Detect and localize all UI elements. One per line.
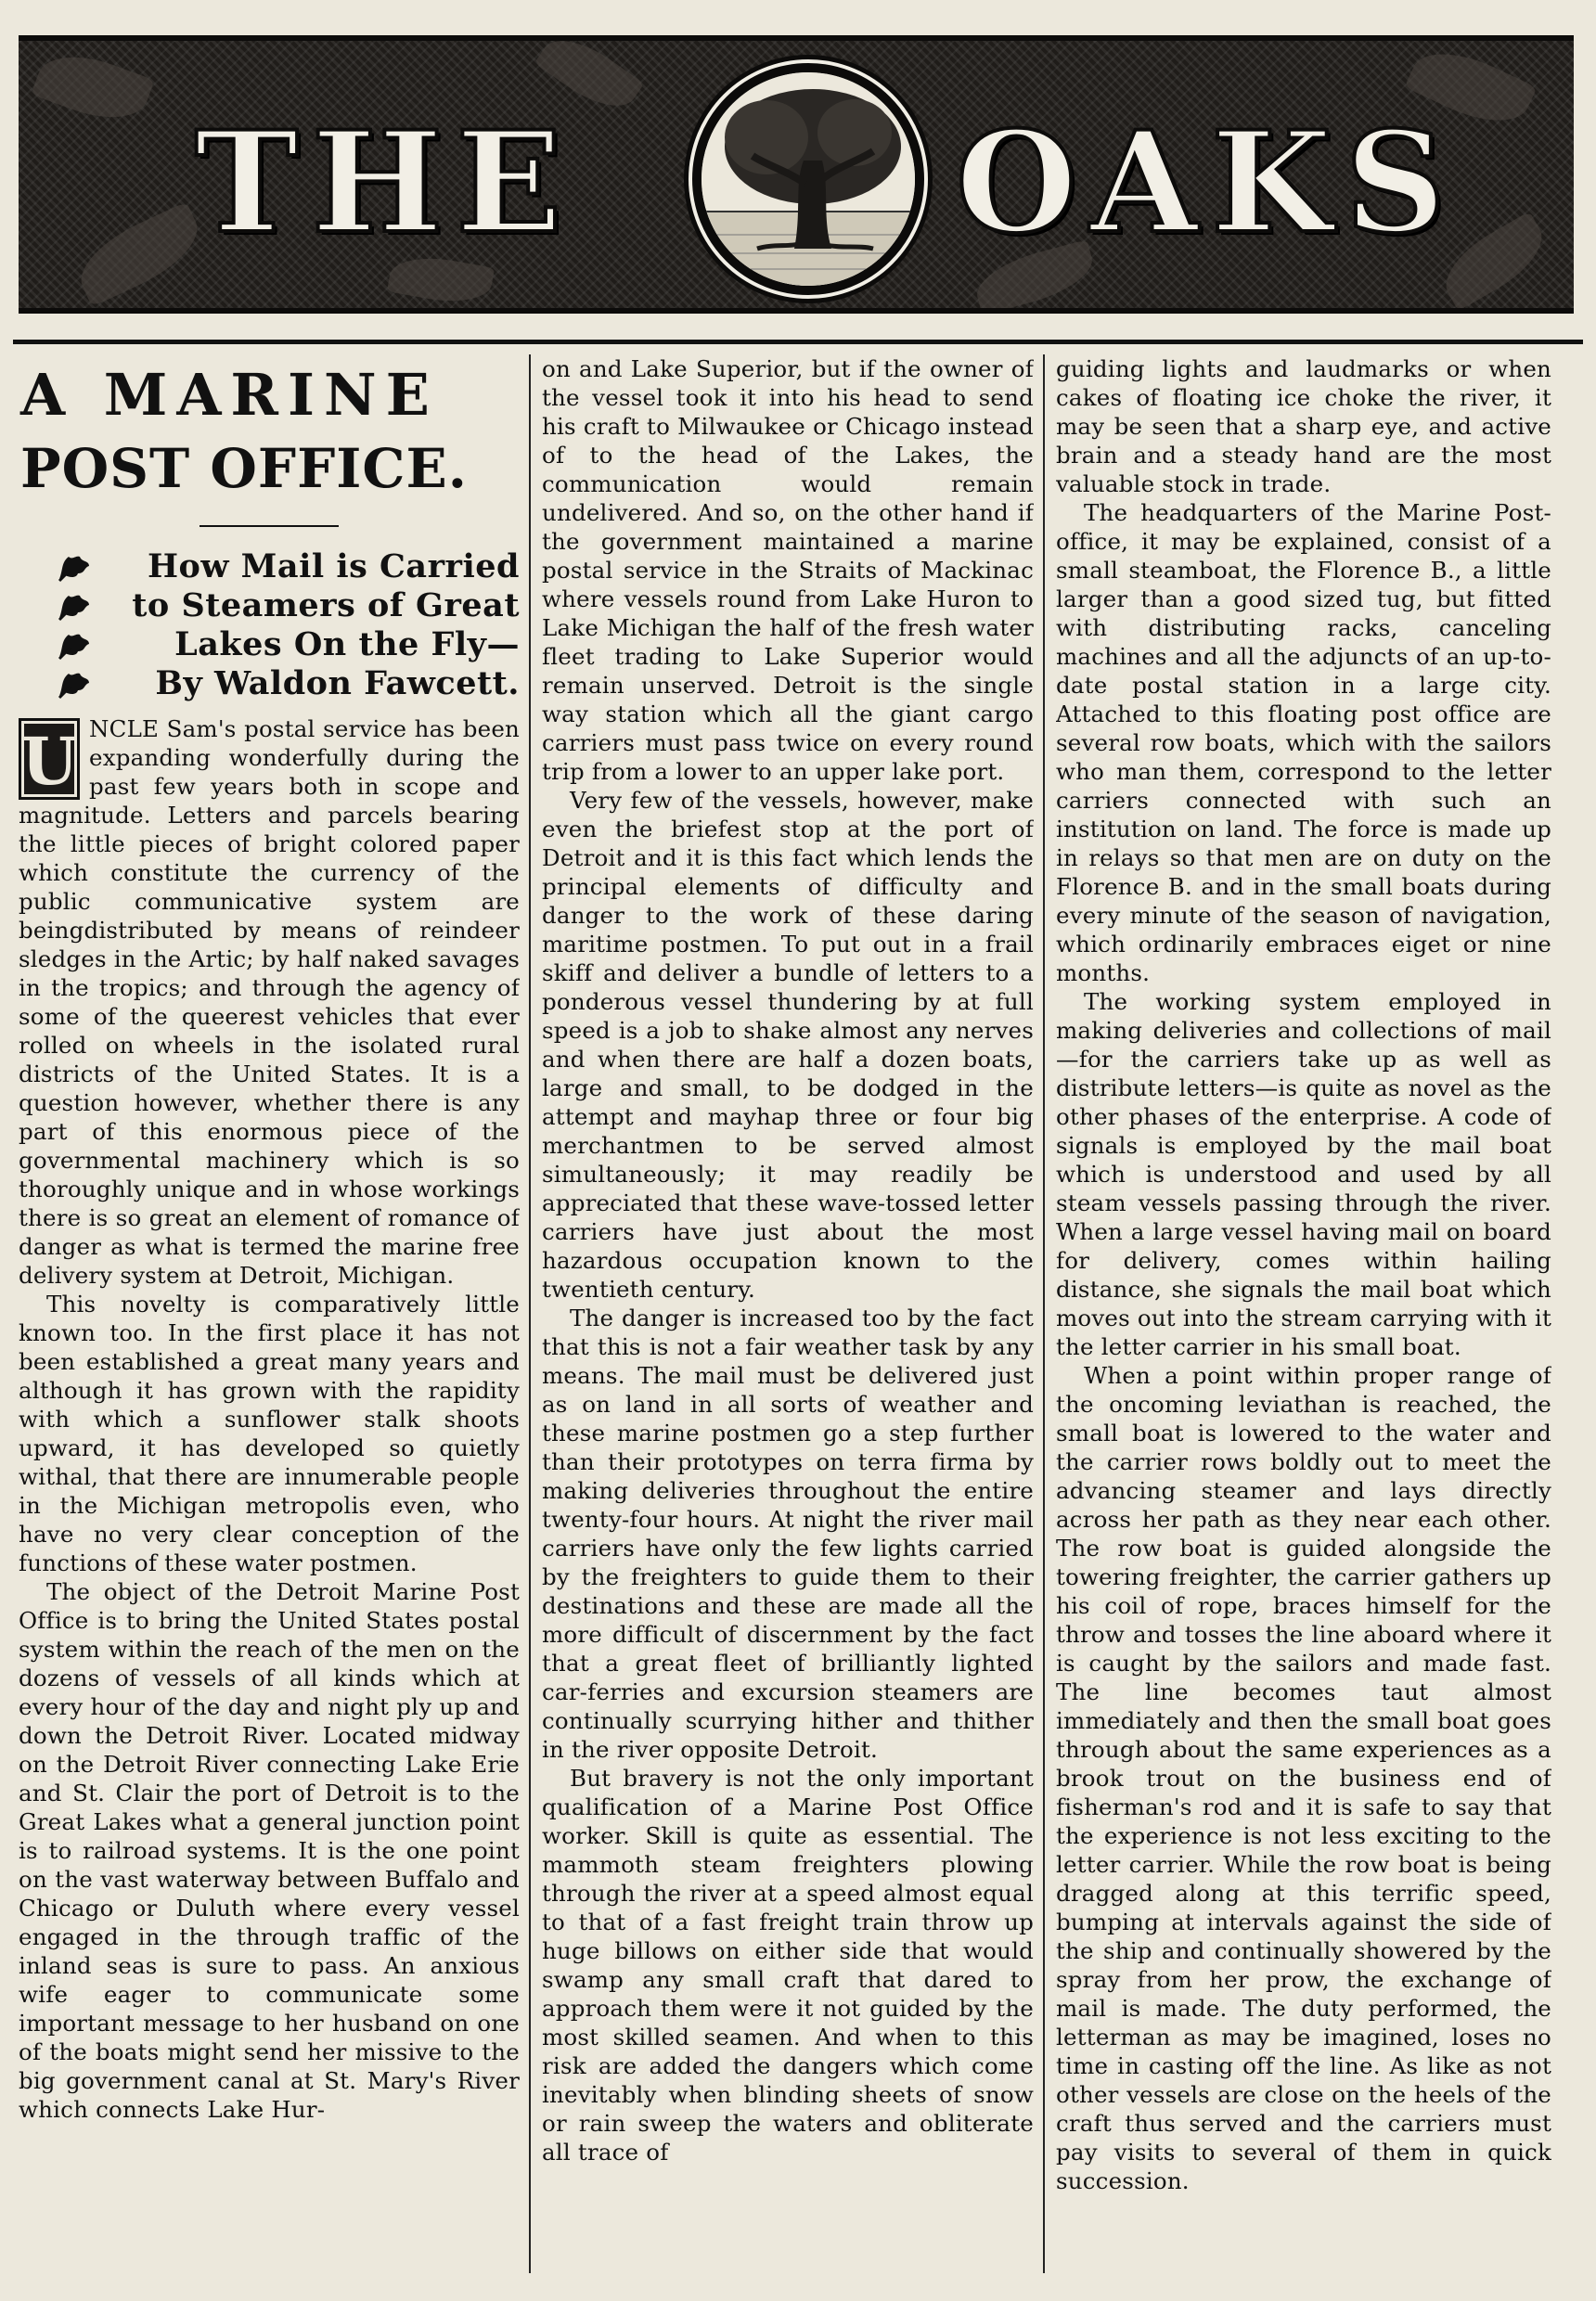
deck-line: How Mail is Carried [19, 547, 520, 586]
paragraph: The headquarters of the Marine Post-office, it may be explained, consist of a small steamboat, the Florence B., a little larger than a good sized tug, but fitted with distributing racks, canceling machines and all the adjuncts of an up-to-date postal station in a large city. Attached to this floating post office are several row boats, which with the sailors who man them, correspond to the letter carriers connected with such an institution on land. The force is made up in relays so that men are on duty on the Florence B. and in the small boats during every minute of the season of navigation, which ordinarily embraces eiget or nine months. [1056, 499, 1551, 986]
paragraph: The danger is increased too by the fact that this is not a fair weather task by any means. The mail must be delivered just as on land in all sorts of weather and these marine postmen go a step further than their prototypes on terra firma by making deliveries throughout the entire twenty-four hours. At night the river mail carriers have only the few lights carried by the freighters to guide them to their destinations and these are made all the more difficult of discernment by the fact that a great fleet of brilliantly lighted car-ferries and excursion steamers are continually scurrying hither and thither in the river opposite Detroit. [542, 1305, 1034, 1763]
oak-tree-illustration [701, 72, 915, 286]
oak-leaf-icon [56, 590, 93, 622]
column-2 [542, 354, 1034, 2273]
paragraph: The working system employed in making deliveries and collections of mail—for the carriers take up as well as distribute letters—is quite as novel as the other phases of the enterprise. A code of signals is employed by the mail boat which is understood and used by all steam vessels passing through the river. When a large vessel having mail on board for delivery, comes within hailing distance, she signals the mail boat which moves out into the stream carrying with it the letter carrier in his small boat. [1056, 988, 1551, 1360]
paragraph: When a point within proper range of the oncoming leviathan is reached, the small boat is lowered to the water and the carrier rows boldly out to meet the advancing steamer and lays directly across her path as they near each other. The row boat is guided alongside the towering freighter, the carrier gathers up his coil of rope, braces himself for the throw and tosses the line aboard where it is caught by the sailors and made fast. The line becomes taut almost immediately and then the small boat goes through about the same experiences as a brook trout on the business end of fisherman's rod and it is safe to say that the experience is not less exciting to the letter carrier. While the row boat is being dragged along at this terrific speed, bumping at intervals against the side of the ship and continually showered by the spray from her prow, the exchange of mail is made. The duty performed, the letterman as may be imagined, loses no time in casting off the line. As like as not other vessels are close on the heels of the craft thus served and the carriers must pay visits to several of them in quick succession. [1056, 1362, 1551, 2194]
article-deck [19, 547, 520, 703]
deck-line [19, 664, 520, 703]
paragraph: The object of the Detroit Marine Post Office is to bring the United States postal system within the reach of the men on the dozens of vessels of all kinds which at every hour of the day and night ply up and down the Detroit River. Located midway on the Detroit River connecting Lake Erie and St. Clair the port of Detroit is to the Great Lakes what a general junction point is to railroad systems. It is the one point on the vast waterway between Buffalo and Chicago or Duluth where every vessel engaged in the through traffic of the inland seas is sure to pass. An anxious wife eager to communicate some important message to her husband on one of the boats might send her missive to the big government canal at St. Mary's River which connects Lake Hur- [19, 1578, 520, 2123]
column-3 [1056, 354, 1551, 2273]
column-divider [1043, 354, 1045, 2273]
headline-rule [200, 525, 339, 527]
column-1 [19, 354, 520, 2273]
byline: By Waldon Fawcett. [155, 664, 520, 702]
paragraph: on and Lake Superior, but if the owner of the vessel took it into his head to send his craft to Milwaukee or Chicago instead of to the head of the Lakes, the communication would remain undelivered. And so, on the other hand if the government maintained a marine postal service in the Straits of Mackinac where vessels round from Lake Huron to Lake Michigan the half of the fresh water fleet trading to Lake Superior would remain unserved. Detroit is the single way station which all the giant cargo carriers must pass twice on every round trip from a lower to an upper lake port. [542, 355, 1034, 785]
masthead-title-left: THE [195, 101, 575, 264]
headline-line-2: POST OFFICE. [20, 437, 468, 500]
oak-leaf-icon [56, 551, 93, 583]
paragraph: This novelty is comparatively little known too. In the first place it has not been established a great many years and although it has grown with the rapidity with which a sunflower stalk shoots upward, it has developed so quietly withal, that there are innumerable people in the Michigan metropolis even, who have no very clear conception of the functions of these water postmen. [19, 1291, 520, 1576]
oak-leaf-icon [56, 629, 93, 661]
oak-tree-medallion [692, 63, 924, 295]
paragraph: guiding lights and laudmarks or when cakes of floating ice choke the river, it may be seen that a sharp eye, and active brain and a steady hand are the most valuable stock in trade. [1056, 355, 1551, 497]
column-divider [529, 354, 531, 2273]
paragraph: NCLE Sam's postal service has been expanding wonderfully during the past few years both in scope and magnitude. Letters and parcels bearing the little pieces of bright colored paper which constitute the currency of the public communicative system are beingdistributed by means of reindeer sledges in the Artic; by half naked savages in the tropics; and through the agency of some of the queerest vehicles that ever rolled on wheels in the isolated rural districts of the United States. It is a question however, whether there is any part of this enormous piece of the governmental machinery which is so thoroughly unique and in whose workings there is so great an element of romance of danger as what is termed the marine free delivery system at Detroit, Michigan. [19, 715, 520, 1289]
masthead-divider [13, 340, 1583, 344]
masthead-title-right: OAKS [956, 101, 1459, 264]
headline-line-1: A MARINE [20, 361, 439, 429]
deck-line: to Steamers of Great [19, 586, 520, 625]
masthead-banner [19, 35, 1574, 314]
paragraph: But bravery is not the only important qualification of a Marine Post Office worker. Skill is quite as essential. The mammoth steam freighters plowing through the river at a speed almost equal to that of a fast freight train throw up huge billows on either side that would swamp any small craft that dared to approach them were it not guided by the most skilled seamen. And when to this risk are added the dangers which come inevitably when blinding sheets of snow or rain sweep the waters and obliterate all trace of [542, 1765, 1034, 2166]
paragraph: Very few of the vessels, however, make even the briefest stop at the port of Detroit and it is this fact which lends the principal elements of difficulty and danger to the work of these daring maritime postmen. To put out in a frail skiff and deliver a bundle of letters to a ponderous vessel thundering by at full speed is a job to shake almost any nerves and when there are half a dozen boats, large and small, to be dodged in the attempt and mayhap three or four big merchantmen to be served almost simultaneously; it may readily be appreciated that these wave-tossed letter carriers have just about the most hazardous occupation known to the twentieth century. [542, 787, 1034, 1303]
drop-cap: U [19, 718, 80, 800]
oak-leaf-icon [56, 668, 93, 700]
deck-line: Lakes On the Fly— [19, 625, 520, 664]
